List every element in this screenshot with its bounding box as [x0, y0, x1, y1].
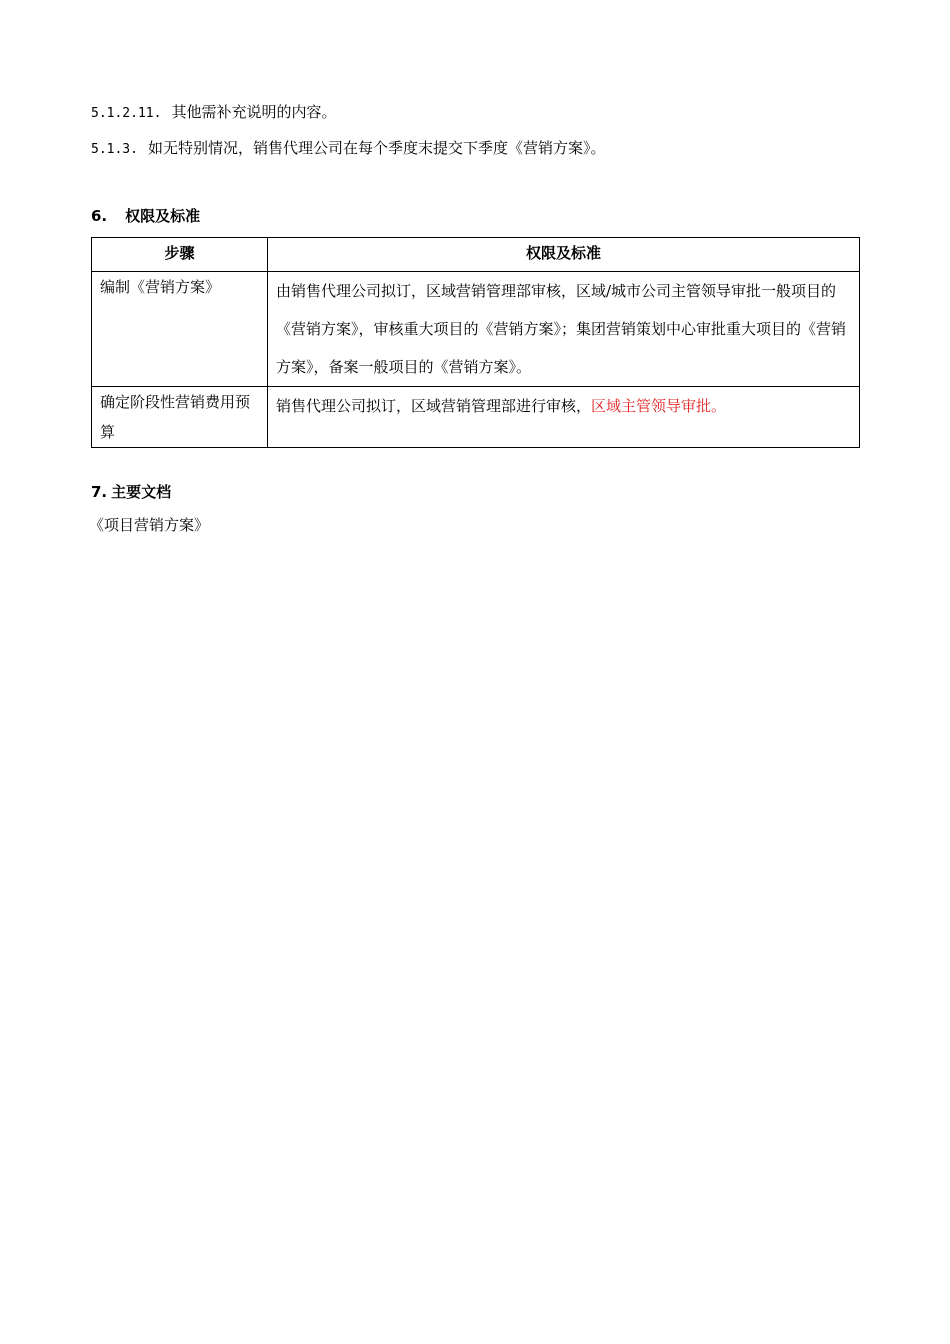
section-title: 权限及标准: [125, 207, 201, 225]
clause-number: 5.1.3.: [91, 142, 138, 157]
clause-5-1-3: [91, 138, 605, 160]
section-number: 6.: [91, 207, 108, 225]
table-header-standard: 权限及标准: [268, 238, 860, 272]
table-header-row: [92, 238, 860, 272]
standard-end-text: 。: [711, 397, 727, 415]
section-6-heading: [91, 206, 200, 226]
section-7-heading: [91, 482, 171, 502]
table-row: [92, 387, 860, 448]
clause-text: 其他需补充说明的内容。: [171, 103, 337, 121]
standard-highlight-text: 区域主管领导审批: [591, 397, 712, 415]
clause-5-1-2-11: [91, 102, 336, 124]
table-cell-step: 编制《营销方案》: [92, 272, 268, 387]
document-item: 《项目营销方案》: [89, 516, 210, 534]
table-cell-standard: [268, 387, 860, 448]
clause-number: 5.1.2.11.: [91, 106, 162, 121]
table-cell-step: 确定阶段性营销费用预算: [92, 387, 268, 448]
section-title: 主要文档: [111, 483, 172, 501]
standard-text: 销售代理公司拟订，区域营销管理部进行审核，: [276, 397, 592, 415]
table-cell-standard: 由销售代理公司拟订，区域营销管理部审核，区域/城市公司主管领导审批一般项目的《营销方案》，审核重大项目的《营销方案》；集团营销策划中心审批重大项目的《营销方案》，备案一般项目的《营销方案》。: [268, 272, 860, 387]
table-header-step: 步骤: [92, 238, 268, 272]
authority-table: [91, 237, 860, 448]
table-row: [92, 272, 860, 387]
clause-text: 如无特别情况，销售代理公司在每个季度末提交下季度《营销方案》。: [147, 139, 606, 157]
section-number: 7.: [91, 483, 108, 501]
